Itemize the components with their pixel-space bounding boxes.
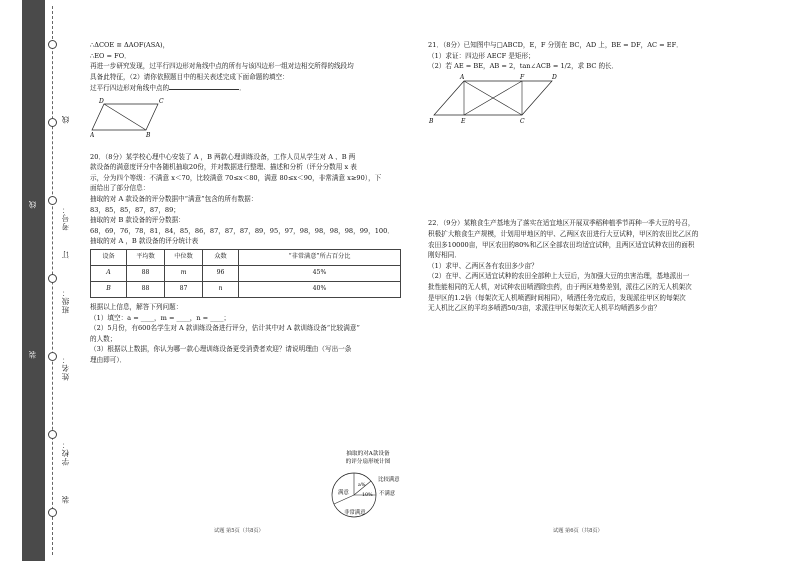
binding-hole [48, 508, 57, 517]
binding-hole [48, 430, 57, 439]
figure-label: A [90, 131, 95, 138]
binding-line-mark: 装 [61, 495, 70, 504]
pie-label-satisfied: 满意 [338, 490, 349, 496]
text-line: （1）求甲、乙两区各有农田多少亩？ [428, 261, 538, 270]
figure-label: C [520, 117, 525, 125]
exam-number-field: 考号： [61, 205, 70, 231]
text-line: ∴ΔCOE ≅ ΔAOF(ASA)， [90, 41, 170, 49]
text-line: 无人机比乙区的平均多喷洒50/3亩，求派往甲区每架次无人机平均喷洒多少亩？ [428, 304, 661, 313]
table-cell: 96 [203, 265, 239, 281]
pie-label-fairly-satisfied: 比较满意 [378, 477, 400, 483]
pie-label-unsatisfied: 不满意 [379, 491, 396, 497]
pie-label-very-satisfied: 非常满意 [344, 510, 366, 516]
pie-title: 抽取的对A款设备 [346, 451, 390, 457]
table-cell: n [203, 281, 239, 297]
figure-label: D [552, 73, 557, 81]
binding-hole [48, 352, 57, 361]
left-page [90, 40, 408, 365]
fill-blank-line: 过平行四边形对角线中点的 ． [90, 84, 246, 93]
text-line: （2）若 AE = BE，AB = 2，tan∠ACB = 1/2，求 BC 的长． [428, 62, 619, 71]
text-line: 再进一步研究发现，过平行四边形对角线中点的所有与该四边形一组对边相交所得的线段均 [90, 62, 354, 71]
text-line: （2）在甲、乙两区适宜试种的农田全部种上大豆后，为加强大豆的虫害治理，基地派出一 [428, 272, 690, 281]
table-cell: A [91, 265, 127, 281]
question-20-head: 20．（8分）某学校心理中心安装了 A ，B 两款心理训练设备，工作人员从学生对 A 、B 两 [90, 152, 356, 161]
table-cell: 40% [239, 281, 401, 297]
text-line: 抽取的对 B 款设备的评分数据： [90, 216, 185, 225]
text-line: （2）5月份，有600名学生对 A 款训练设备进行评分，估计其中对 A 款训练设备“比较满意” [90, 324, 360, 333]
answer-blank[interactable] [169, 82, 239, 90]
table-header: 平均数 [127, 249, 165, 265]
text-line: 抽取的对 A ，B 款设备的评分统计表 [90, 237, 199, 246]
binding-hole [48, 40, 57, 49]
parallelogram-abcd-figure [428, 73, 558, 125]
table-header: 设备 [91, 249, 127, 265]
table-cell: 45% [239, 265, 401, 281]
table-row [91, 281, 401, 297]
table-cell: B [91, 281, 127, 297]
question-21-head: 21．（8分）已知图中与□ABCD，E，F 分别在 BC，AD 上，BE = DF，AC = EF． [428, 41, 683, 49]
binding-label: 装 [28, 350, 37, 359]
page-footer: 试题 第6页（共8页） [553, 528, 603, 534]
text-line: （1）求证：四边形 AECF 是矩形； [428, 51, 535, 60]
text-line: 款设备的满意度评分中各随机抽取20份，并对数据进行整理、描述和分析（评分分数用 x 表 [90, 163, 357, 172]
table-cell: m [165, 265, 203, 281]
right-page [428, 40, 746, 314]
text-line: 具备此特征，（2）请你依照题目中的相关表述完成下面命题的填空： [90, 72, 289, 81]
table-header-row [91, 249, 401, 265]
school-field: 学校： [61, 440, 70, 466]
text-line: 农田多10000亩，甲区农田的80%和乙区全部农田均适宜试种，且两区适宜试种农田的面积 [428, 240, 695, 249]
figure-label: E [461, 117, 466, 125]
text-line: （3）根据以上数据，你认为哪一款心理训练设备更受消费者欢迎？请说明理由（写出一条 [90, 345, 352, 354]
text-line: （1）填空：a = ____，m = ____，n = ____； [90, 313, 231, 322]
text-line: 根据以上信息，解答下列问题： [90, 302, 183, 311]
text-line: 83，85，85，87，87，89； [90, 205, 180, 214]
text-line: 抽取的对 A 款设备的评分数据中“满意”包含的所有数据： [90, 194, 258, 203]
figure-label: F [520, 73, 525, 81]
binding-hole [48, 196, 57, 205]
table-cell: 87 [165, 281, 203, 297]
text-line: 面给出了部分信息： [90, 184, 150, 193]
question-22-head: 22．（9分）某粮食生产基地为了落实在适宜地区开展双季稻种植季节再种一季大豆的号召， [428, 219, 695, 228]
page-footer: 试题 第5页（共8页） [214, 528, 264, 534]
score-stats-table [90, 249, 401, 298]
text-line: 是甲区的1.2倍（每架次无人机喷洒时间相同），喷洒任务完成后，发现派往甲区的每架次 [428, 293, 686, 302]
figure-label: A [460, 73, 465, 81]
table-row [91, 265, 401, 281]
binding-hole [48, 118, 57, 127]
table-header: 众数 [203, 249, 239, 265]
binding-line-mark: 线 [61, 115, 70, 124]
pie-value-label: 10% [362, 493, 373, 498]
figure-label: D [99, 97, 104, 105]
figure-label: B [146, 131, 151, 138]
pie-title: 的评分扇形统计图 [345, 459, 391, 465]
class-field: 班级： [61, 288, 70, 314]
text-line: 批性能相同的无人机，对试种农田喷洒除虫药，由于两区地势差别，派往乙区的无人机架次 [428, 282, 692, 291]
binding-label: 线 [28, 200, 37, 209]
figure-label: C [159, 97, 164, 105]
text-line: ∴EO = FO． [90, 51, 131, 60]
table-cell: 88 [127, 265, 165, 281]
name-field: 姓名： [61, 355, 70, 381]
text-line: 示，分为四个等级：不满意 x＜70，比较满意 70≤x＜80，满意 80≤x＜90，非常满意 x≥90），下 [90, 173, 382, 182]
table-cell: 88 [127, 281, 165, 297]
parallelogram-figure [90, 96, 170, 138]
pie-chart-figure [318, 448, 418, 524]
binding-strip [22, 0, 45, 561]
text-line: 68，69，76，78，81，84，85，86，87，87，87，89，95，97，98，98，98，98，99，100． [90, 226, 394, 235]
table-header: 中位数 [165, 249, 203, 265]
text-line: 的人数； [90, 334, 117, 343]
pie-value-label: a% [358, 483, 366, 488]
text-line: 刚好相同． [428, 251, 461, 260]
text-line: 积极扩大粮食生产规模，计划用甲地区的甲、乙两区农田进行大豆试种，甲区的农田比乙区的 [428, 229, 699, 238]
binding-hole [48, 274, 57, 283]
table-header: “非常满意”所占百分比 [239, 249, 401, 265]
binding-line-mark: 订 [61, 250, 70, 259]
binding-margin [0, 0, 76, 561]
figure-label: B [429, 117, 434, 125]
text-line: 理由即可）． [90, 355, 127, 364]
